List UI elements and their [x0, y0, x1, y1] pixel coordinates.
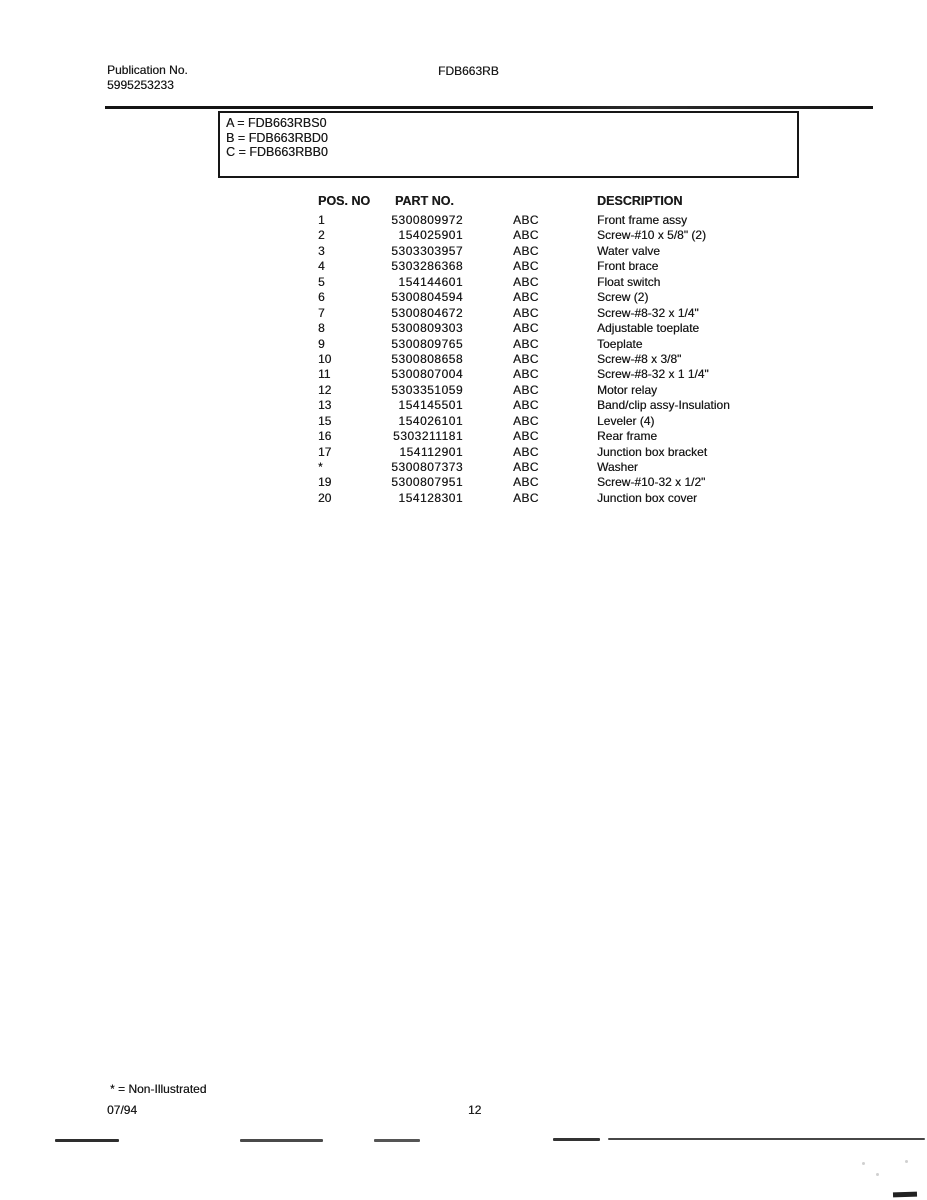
description-cell: Screw-#8-32 x 1 1/4" — [597, 367, 709, 382]
part-no-cell: 154112901 — [399, 444, 463, 459]
part-no-cell: 5300809303 — [391, 321, 463, 336]
part-no-cell: 5303351059 — [391, 382, 463, 397]
part-no-cell: 5303303957 — [391, 243, 463, 258]
pos-no-cell: 10 — [318, 351, 332, 366]
table-row — [0, 398, 927, 413]
pos-no-cell: 13 — [318, 398, 332, 413]
table-row — [0, 306, 927, 321]
table-row — [0, 367, 927, 382]
table-row — [0, 352, 927, 367]
table-row — [0, 244, 927, 259]
part-no-cell: 5300804672 — [391, 305, 463, 320]
part-no-cell: 154128301 — [398, 490, 463, 505]
parts-table-header — [0, 194, 927, 209]
description-cell: Screw (2) — [597, 290, 649, 305]
description-cell: Junction box cover — [597, 490, 698, 505]
pos-no-cell: 9 — [318, 336, 325, 351]
part-no-cell: 154145501 — [398, 398, 463, 413]
table-row — [0, 290, 927, 305]
part-no-cell: 154025901 — [398, 228, 463, 243]
description-cell: Water valve — [597, 243, 660, 258]
publication-date: 07/94 — [107, 1103, 138, 1117]
models-cell: ABC — [513, 475, 539, 490]
model-variant-box — [218, 111, 799, 178]
models-cell: ABC — [513, 367, 539, 382]
scan-noise-speck — [862, 1162, 865, 1165]
publication-number: 5995253233 — [107, 78, 174, 92]
part-no-cell: 5303286368 — [391, 259, 463, 274]
models-cell: ABC — [513, 243, 539, 258]
models-cell: ABC — [513, 351, 539, 366]
part-no-cell: 154026101 — [398, 413, 463, 428]
models-cell: ABC — [513, 490, 539, 505]
description-cell: Screw-#10 x 5/8" (2) — [597, 228, 706, 243]
part-no-cell: 5300807951 — [391, 475, 463, 490]
table-row — [0, 445, 927, 460]
pos-no-cell: 16 — [318, 429, 332, 444]
description-cell: Band/clip assy-Insulation — [597, 398, 730, 413]
part-no-cell: 5300807004 — [391, 367, 463, 382]
models-cell: ABC — [513, 274, 539, 289]
pos-no-cell: 3 — [318, 243, 325, 258]
scan-artifact-mark — [893, 1192, 917, 1198]
pos-no-cell: 15 — [318, 413, 332, 428]
description-cell: Screw-#8 x 3/8" — [597, 351, 682, 366]
part-no-cell: 5303211181 — [393, 429, 463, 444]
description-cell: Leveler (4) — [597, 413, 655, 428]
models-cell: ABC — [513, 429, 539, 444]
model-variant-line-b: B = FDB663RBD0 — [226, 130, 328, 145]
header-divider — [105, 106, 873, 109]
description-cell: Washer — [597, 460, 638, 474]
table-row — [0, 429, 927, 444]
table-row — [0, 491, 927, 506]
description-cell: Junction box bracket — [597, 444, 708, 459]
table-row — [0, 337, 927, 352]
models-cell: ABC — [513, 444, 539, 459]
model-variant-line-c: C = FDB663RBB0 — [226, 145, 328, 160]
models-cell: ABC — [513, 398, 539, 413]
part-no-cell: 5300809765 — [391, 336, 463, 351]
models-cell: ABC — [513, 259, 539, 274]
description-cell: Screw-#8-32 x 1/4" — [597, 305, 699, 320]
model-number: FDB663RB — [438, 64, 499, 78]
models-cell: ABC — [513, 460, 539, 474]
non-illustrated-note: * = Non-Illustrated — [110, 1082, 207, 1096]
pos-no-cell: 7 — [318, 305, 325, 320]
pos-no-cell: 11 — [318, 367, 331, 382]
models-cell: ABC — [513, 336, 539, 351]
models-cell: ABC — [513, 321, 539, 336]
pos-no-cell: 5 — [318, 274, 325, 289]
description-header: DESCRIPTION — [597, 194, 683, 208]
pos-no-cell: 1 — [318, 213, 325, 227]
table-row — [0, 414, 927, 429]
pos-no-header: POS. NO — [318, 194, 371, 208]
part-no-cell: 5300807373 — [391, 460, 463, 474]
scan-artifact-line — [553, 1138, 600, 1141]
scan-noise-speck — [876, 1173, 879, 1176]
table-row — [0, 383, 927, 398]
pos-no-cell: 19 — [318, 475, 332, 490]
parts-table-body — [0, 213, 927, 506]
page-number: 12 — [468, 1103, 482, 1117]
table-row — [0, 475, 927, 490]
scan-noise-speck — [905, 1160, 908, 1163]
part-no-cell: 154144601 — [398, 274, 463, 289]
publication-block — [107, 63, 188, 93]
pos-no-cell: 2 — [318, 228, 325, 243]
table-row — [0, 213, 927, 228]
part-no-cell: 5300808658 — [391, 351, 463, 366]
models-cell: ABC — [513, 382, 539, 397]
pos-no-cell: 17 — [318, 444, 332, 459]
scan-artifact-line — [240, 1139, 323, 1142]
model-variant-line-a: A = FDB663RBS0 — [226, 116, 327, 130]
pos-no-cell: 12 — [318, 382, 332, 397]
description-cell: Toeplate — [597, 336, 643, 351]
scan-artifact-line — [608, 1138, 925, 1140]
description-cell: Front frame assy — [597, 213, 688, 227]
scan-artifact-line — [55, 1139, 119, 1142]
description-cell: Front brace — [597, 259, 659, 274]
models-cell: ABC — [513, 290, 539, 305]
part-no-header: PART NO. — [395, 194, 454, 208]
part-no-cell: 5300804594 — [391, 290, 463, 305]
table-row — [0, 460, 927, 475]
pos-no-cell: 8 — [318, 321, 325, 336]
models-cell: ABC — [513, 228, 539, 243]
models-cell: ABC — [513, 413, 539, 428]
table-row — [0, 228, 927, 243]
publication-label: Publication No. — [107, 63, 188, 77]
description-cell: Motor relay — [597, 382, 658, 397]
part-no-cell: 5300809972 — [391, 213, 463, 227]
description-cell: Screw-#10-32 x 1/2" — [597, 475, 706, 490]
scan-artifact-line — [374, 1139, 420, 1142]
table-row — [0, 259, 927, 274]
table-row — [0, 321, 927, 336]
description-cell: Adjustable toeplate — [597, 321, 700, 336]
pos-no-cell: 4 — [318, 259, 325, 274]
description-cell: Float switch — [597, 274, 661, 289]
table-row — [0, 275, 927, 290]
description-cell: Rear frame — [597, 429, 658, 444]
pos-no-cell: * — [318, 460, 323, 474]
pos-no-cell: 20 — [318, 490, 332, 505]
models-cell: ABC — [513, 213, 539, 227]
pos-no-cell: 6 — [318, 290, 325, 305]
models-cell: ABC — [513, 305, 539, 320]
